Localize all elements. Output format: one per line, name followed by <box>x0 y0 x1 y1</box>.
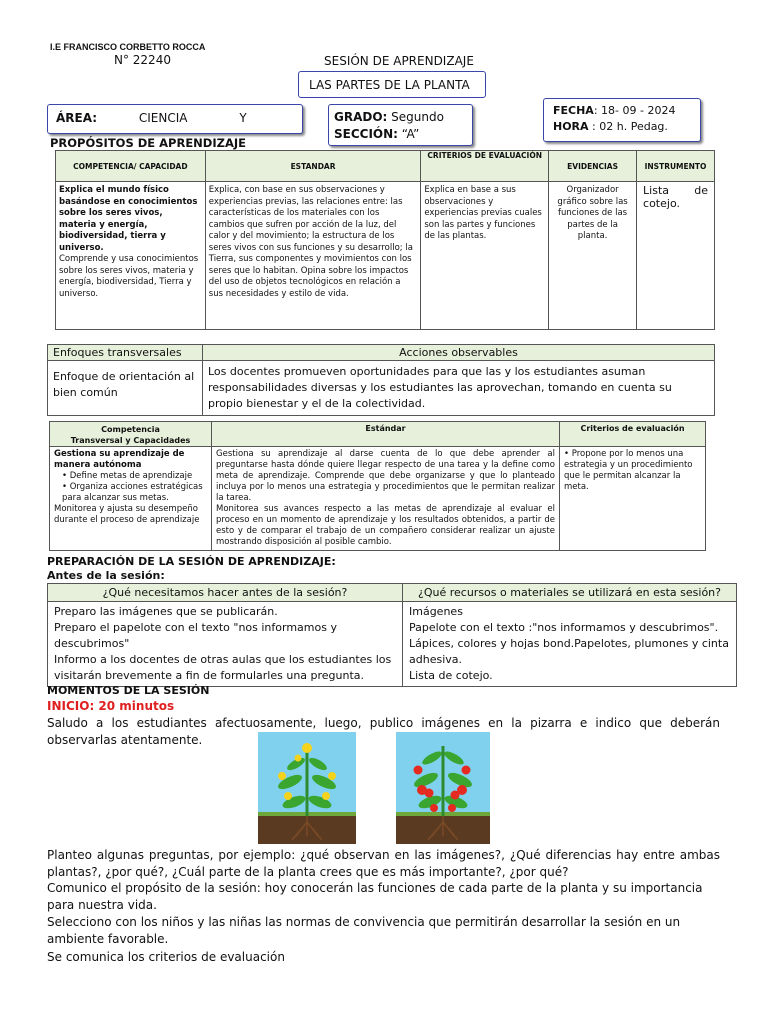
criterio-transversal-cell <box>560 447 706 551</box>
estandar-cell: Explica, con base en sus observaciones y experiencias previas, las relaciones entre: las características de los materiales con los cambios que sufren por acción de la luz, del calor y del movimiento; la estructura de los seres vivos con sus funciones y su desarrollo; la Tierra, sus componentes y movimientos con los seres que lo habitan. Opina sobre los impactos del uso de objetos tecnológicos en relación a sus necesidades y estilo de vida. <box>205 182 421 330</box>
instrumento-cell: Lista de cotejo. <box>637 182 715 330</box>
list-item: Preparo las imágenes que se publicarán. <box>54 605 278 618</box>
list-item: Lista de cotejo. <box>409 669 493 682</box>
preparacion-subtitle: Antes de la sesión: <box>47 569 165 582</box>
paragraph-5: Se comunica los criterios de evaluación <box>47 950 285 964</box>
col-competencia: COMPETENCIA/ CAPACIDAD <box>56 151 206 182</box>
list-item: • Propone por lo menos una estrategia y un procedimiento que le permitan alcanzar la meta. <box>564 449 701 493</box>
session-label: SESIÓN DE APRENDIZAJE <box>324 54 474 68</box>
hora-value: : 02 h. Pedag. <box>588 120 668 133</box>
paragraph-2: Planteo algunas preguntas, por ejemplo: ¿qué observan en las imágenes?, ¿Qué diferencias hay entre ambas plantas?, ¿por qué?, ¿Cuál parte de la planta crees que es más importante?, ¿por qué? <box>47 848 720 879</box>
seccion-value: “A” <box>397 127 420 141</box>
table-row <box>50 447 706 551</box>
seccion-label: SECCIÓN: <box>334 127 398 141</box>
competencia-transversal-bold: Gestiona su aprendizaje de manera autónoma <box>54 449 185 470</box>
table-row <box>48 361 715 416</box>
plant-image-tomatoes <box>396 732 490 844</box>
col-recursos: ¿Qué recursos o materiales se utilizará en esta sesión? <box>403 584 737 602</box>
list-item: • Define metas de aprendizaje <box>62 471 207 482</box>
school-name: I.E FRANCISCO CORBETTO ROCCA <box>50 42 206 52</box>
propositos-title: PROPÓSITOS DE APRENDIZAJE <box>50 136 246 150</box>
topic-box <box>298 71 486 98</box>
list-item: Imágenes <box>409 605 463 618</box>
inicio-label: INICIO: 20 minutos <box>47 699 175 713</box>
competencia-transversal-cell <box>50 447 212 551</box>
competencia-text: Comprende y usa conocimientos sobre los seres vivos, materia y energía, biodiversidad, Tierra y universo. <box>59 254 199 299</box>
col-estandar: ESTANDAR <box>205 151 421 182</box>
paragraph-1: Saludo a los estudiantes afectuosamente, luego, publico imágenes en la pizarra e indico que deberán observarlas atentamente. <box>47 716 720 747</box>
col-acciones: Acciones observables <box>203 345 715 361</box>
list-item: Informo a los docentes de otras aulas que los estudiantes los visitarán brevemente a fin de formularles una pregunta. <box>54 653 392 682</box>
grado-box <box>328 104 473 146</box>
area-label: ÁREA: <box>56 111 98 125</box>
momentos-title: MOMENTOS DE LA SESIÓN <box>47 684 210 697</box>
fecha-box <box>543 98 701 142</box>
col-instrumento: INSTRUMENTO <box>637 151 715 182</box>
criterio-list <box>564 449 701 493</box>
paragraph-3: Comunico el propósito de la sesión: hoy conocerán las funciones de cada parte de la planta y su importancia para nuestra vida. <box>47 881 703 912</box>
grado-label: GRADO: <box>334 110 388 124</box>
col-criterios-transversal: Criterios de evaluación <box>560 422 706 447</box>
hora-label: HORA <box>553 120 589 133</box>
competencia-cell <box>56 182 206 330</box>
monitorea-text: Monitorea y ajusta su desempeño durante el proceso de aprendizaje <box>54 504 200 525</box>
estandar-transversal-2: Monitorea sus avances respecto a las metas de aprendizaje al evaluar el proceso en un momento de aprendizaje y los resultados obtenidos, a partir de esto y de comparar el trabajo de un compañero considerar realizar un ajuste mostrando disposición al posible cambio. <box>216 504 555 547</box>
school-number: N° 22240 <box>114 53 171 67</box>
list-item: Papelote con el texto :"nos informamos y descubrimos". <box>409 621 719 634</box>
estandar-transversal-cell <box>212 447 560 551</box>
list-item: Preparo el papelote con el texto "nos informamos y descubrimos" <box>54 621 337 650</box>
grado-value: Segundo <box>387 110 444 124</box>
list-item: Lápices, colores y hojas bond.Papelotes, plumones y cinta adhesiva. <box>409 637 729 666</box>
topic-text: LAS PARTES DE LA PLANTA <box>309 78 470 92</box>
plant-image-flowers <box>258 732 356 844</box>
col-antes: ¿Qué necesitamos hacer antes de la sesión? <box>48 584 403 602</box>
transversal-table <box>49 421 706 551</box>
col-estandar-transversal: Estándar <box>212 422 560 447</box>
preparacion-table <box>47 583 737 687</box>
acciones-cell: Los docentes promueven oportunidades para que las y los estudiantes asuman responsabilidades diversas y los estudiantes las aprovechan, tomando en cuenta su propio bienestar y el de la colectividad. <box>203 361 715 416</box>
propositos-table <box>55 150 715 330</box>
col-enfoques: Enfoques transversales <box>48 345 203 361</box>
paragraph-4: Selecciono con los niños y las niñas las normas de convivencia que permitirán desarrollar la sesión en un ambiente favorable. <box>47 915 681 946</box>
preparacion-title: PREPARACIÓN DE LA SESIÓN DE APRENDIZAJE: <box>47 555 336 568</box>
evidencias-cell: Organizador gráfico sobre las funciones de las partes de la planta. <box>549 182 637 330</box>
col-criterios: CRITERIOS DE EVALUACIÓN <box>421 151 549 182</box>
area-box <box>47 104 303 134</box>
antes-cell <box>48 602 403 687</box>
competencia-bold: Explica el mundo físico basándose en conocimientos sobre los seres vivos, materia y energía, biodiversidad, tierra y universo. <box>59 185 198 253</box>
capacidades-list <box>62 471 207 504</box>
enfoque-cell: Enfoque de orientación al bien común <box>48 361 203 416</box>
fecha-value: : 18- 09 - 2024 <box>593 104 676 117</box>
enfoques-table <box>47 344 715 416</box>
estandar-transversal-1: Gestiona su aprendizaje al darse cuenta de lo que debe aprender al preguntarse hasta dónde quiere llegar respecto de una tarea y la define como meta de aprendizaje. Comprende que debe organizarse y que lo planteado incluya por lo menos una estrategia y procedimientos que le permitan realizar la tarea. <box>216 449 555 503</box>
table-row <box>56 182 715 330</box>
col-evidencias: EVIDENCIAS <box>549 151 637 182</box>
criterios-cell: Explica en base a sus observaciones y experiencias previas cuales son las partes y funciones de las plantas. <box>421 182 549 330</box>
fecha-label: FECHA <box>553 104 594 117</box>
list-item: • Organiza acciones estratégicas para alcanzar sus metas. <box>62 482 207 504</box>
table-row <box>48 602 737 687</box>
col-competencia-transversal: Competencia Transversal y Capacidades <box>50 422 212 447</box>
recursos-cell <box>403 602 737 687</box>
area-value: CIENCIA <box>138 111 188 125</box>
area-value-2: Y <box>239 111 247 125</box>
